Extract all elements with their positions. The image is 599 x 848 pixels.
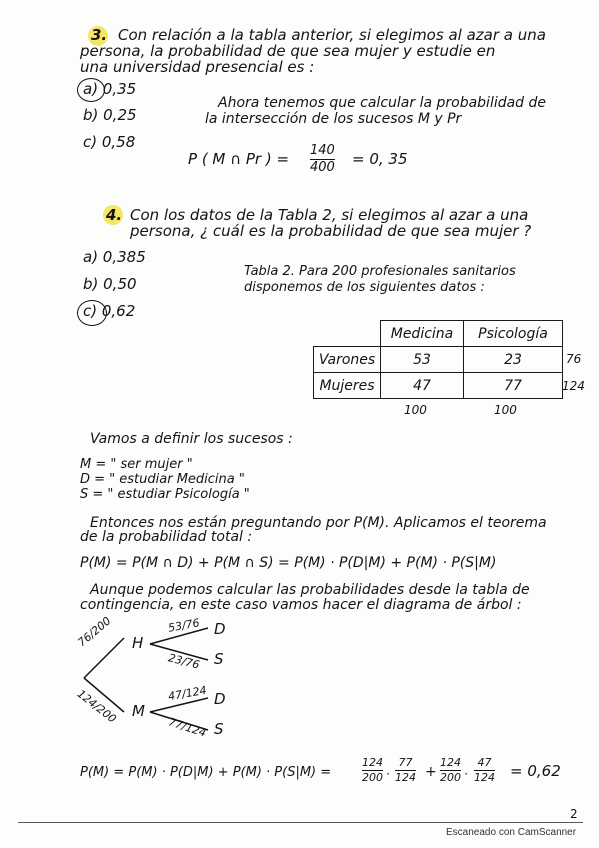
- q3-result: = 0, 35: [352, 150, 408, 168]
- q4-option-b: b) 0,50: [83, 275, 137, 293]
- solution-line1: Entonces nos están preguntando por P(M). Aplicamos el teorema: [90, 515, 547, 531]
- node-h: H: [132, 634, 144, 652]
- leaf-d-m: D: [214, 690, 226, 708]
- q4-number: 4.: [106, 206, 123, 224]
- table-header-medicina: Medicina: [381, 321, 464, 347]
- prob-s-given-h: 23/76: [166, 651, 201, 672]
- event-s: S = " estudiar Psicología ": [80, 487, 250, 502]
- row-label-mujeres: Mujeres: [314, 373, 381, 399]
- prob-h-label: 76/200: [75, 614, 114, 650]
- events-intro: Vamos a definir los sucesos :: [90, 431, 293, 447]
- q3-frac-den: 400: [310, 159, 335, 175]
- row-label-varones: Varones: [314, 347, 381, 373]
- tree-intro-line1: Aunque podemos calcular las probabilidades desde la tabla de: [90, 582, 530, 598]
- frac-den: 124: [474, 770, 495, 784]
- q4-option-c: c) 0,62: [83, 302, 136, 320]
- final-formula-lhs: P(M) = P(M) · P(D|M) + P(M) · P(S|M) =: [80, 765, 332, 780]
- row-total-varones: 76: [566, 352, 582, 366]
- leaf-d-h: D: [214, 620, 226, 638]
- final-frac-2: [395, 757, 416, 783]
- q4-line1: Con los datos de la Tabla 2, si elegimos al azar a una: [130, 206, 529, 224]
- q4-line2: persona, ¿ cuál es la probabilidad de que sea mujer ?: [130, 222, 532, 240]
- event-m: M = " ser mujer ": [80, 457, 193, 472]
- prob-d-given-m: 47/124: [167, 683, 208, 704]
- prob-s-given-m: 77/124: [166, 715, 208, 740]
- leaf-s-m: S: [214, 720, 224, 738]
- frac-den: 200: [440, 770, 461, 784]
- prob-d-given-h: 53/76: [167, 616, 201, 635]
- branch-h: [84, 638, 124, 678]
- times-sign: ·: [386, 767, 390, 781]
- frac-num: 124: [440, 756, 461, 769]
- col-total-medicina: 100: [404, 403, 427, 417]
- q4-option-a: a) 0,385: [83, 248, 146, 266]
- q3-formula-lhs: P ( M ∩ Pr ) =: [188, 150, 290, 168]
- q3-note-line2: la intersección de los sucesos M y Pr: [205, 111, 462, 127]
- times-sign: ·: [464, 767, 468, 781]
- scanner-watermark: Escaneado con CamScanner: [446, 827, 577, 838]
- q3-note-line1: Ahora tenemos que calcular la probabilidad de: [218, 95, 547, 111]
- leaf-s-h: S: [214, 650, 224, 668]
- frac-den: 124: [395, 770, 416, 784]
- cell-varones-medicina: 53: [381, 347, 464, 373]
- final-frac-3: [440, 757, 461, 783]
- q3-line2: persona, la probabilidad de que sea mujer y estudie en: [80, 42, 496, 60]
- frac-den: 200: [362, 770, 383, 784]
- q3-option-c: c) 0,58: [83, 133, 136, 151]
- q3-option-b: b) 0,25: [83, 106, 137, 124]
- q3-option-a: a) 0,35: [83, 80, 137, 98]
- frac-num: 47: [477, 756, 492, 769]
- cell-mujeres-medicina: 47: [381, 373, 464, 399]
- table-header-psicologia: Psicología: [464, 321, 563, 347]
- q3-line1: Con relación a la tabla anterior, si elegimos al azar a una: [118, 26, 546, 44]
- table-caption-line2: disponemos de los siguientes datos :: [244, 280, 485, 295]
- col-total-psicologia: 100: [494, 403, 517, 417]
- frac-num: 77: [398, 756, 413, 769]
- prob-m-label: 124/200: [74, 687, 119, 726]
- total-probability-formula: P(M) = P(M ∩ D) + P(M ∩ S) = P(M) · P(D|M) + P(M) · P(S|M): [80, 555, 497, 571]
- solution-line2: de la probabilidad total :: [80, 529, 253, 545]
- q3-number: 3.: [91, 26, 108, 44]
- q3-line3: una universidad presencial es :: [80, 58, 315, 76]
- page-number: 2: [570, 807, 578, 821]
- tree-intro-line2: contingencia, en este caso vamos hacer el diagrama de árbol :: [80, 597, 522, 613]
- plus-sign: +: [425, 764, 437, 780]
- event-d: D = " estudiar Medicina ": [80, 472, 245, 487]
- cell-varones-psicologia: 23: [464, 347, 563, 373]
- footer-divider: [18, 822, 583, 823]
- row-total-mujeres: 124: [562, 379, 585, 393]
- final-frac-4: [474, 757, 495, 783]
- final-frac-1: [362, 757, 383, 783]
- q3-frac-num: 140: [310, 143, 335, 158]
- frac-num: 124: [362, 756, 383, 769]
- table-caption-line1: Tabla 2. Para 200 profesionales sanitarios: [244, 264, 516, 279]
- cell-mujeres-psicologia: 77: [464, 373, 563, 399]
- final-result: = 0,62: [510, 762, 561, 780]
- node-m: M: [132, 702, 145, 720]
